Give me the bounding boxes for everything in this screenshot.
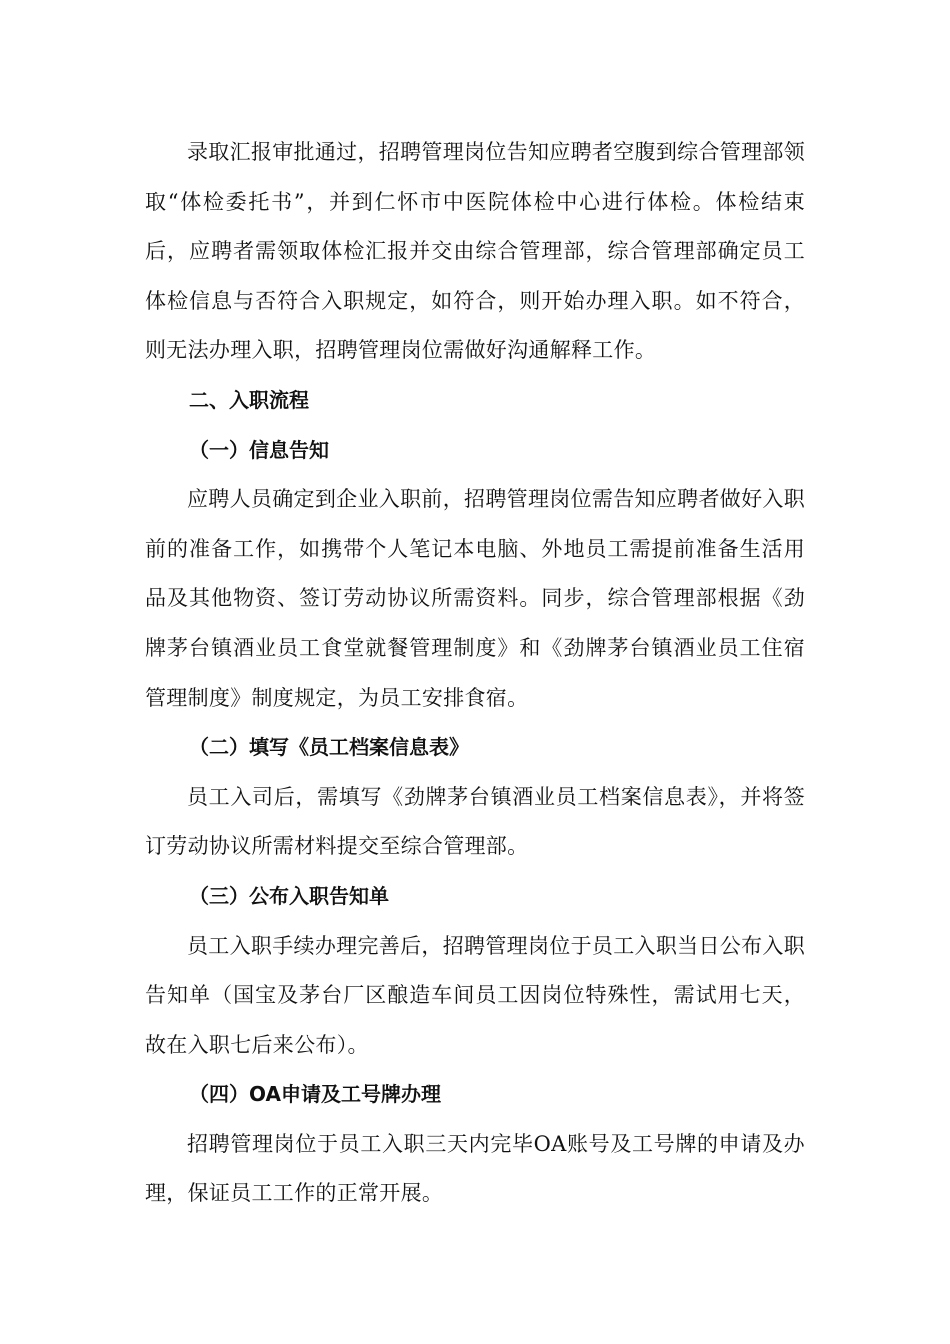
document-body (145, 128, 805, 1219)
paragraph-oa-badge: 招聘管理岗位于员工入职三天内完毕OA账号及工号牌的申请及办理，保证员工工作的正常开展。 (145, 1131, 805, 1206)
subheading-info-notice: （一）信息告知 (189, 437, 329, 462)
paragraph-publish-notice: 员工入职手续办理完善后，招聘管理岗位于员工入职当日公布入职告知单（国宝及茅台厂区酿造车间员工因岗位特殊性，需试用七天，故在入职七后来公布）。 (145, 933, 805, 1057)
paragraph-info-notice: 应聘人员确定到企业入职前，招聘管理岗位需告知应聘者做好入职前的准备工作，如携带个人笔记本电脑、外地员工需提前准备生活用品及其他物资、签订劳动协议所需资料。同步，综合管理部根据《劲牌茅台镇酒业员工食堂就餐管理制度》和《劲牌茅台镇酒业员工住宿管理制度》制度规定，为员工安排食宿。 (145, 487, 805, 710)
paragraph-physical-exam: 录取汇报审批通过，招聘管理岗位告知应聘者空腹到综合管理部领取“体检委托书”，并到仁怀市中医院体检中心进行体检。体检结束后，应聘者需领取体检汇报并交由综合管理部，综合管理部确定员工体检信息与否符合入职规定，如符合，则开始办理入职。如不符合，则无法办理入职，招聘管理岗位需做好沟通解释工作。 (145, 140, 805, 363)
subheading-publish-notice: （三）公布入职告知单 (189, 883, 389, 908)
section-heading-onboarding-process: 二、入职流程 (189, 387, 309, 412)
subheading-oa-badge: （四）OA申请及工号牌办理 (189, 1082, 441, 1107)
subheading-fill-archive-form: （二）填写《员工档案信息表》 (189, 735, 469, 760)
paragraph-fill-archive-form: 员工入司后，需填写《劲牌茅台镇酒业员工档案信息表》，并将签订劳动协议所需材料提交至综合管理部。 (145, 784, 805, 859)
